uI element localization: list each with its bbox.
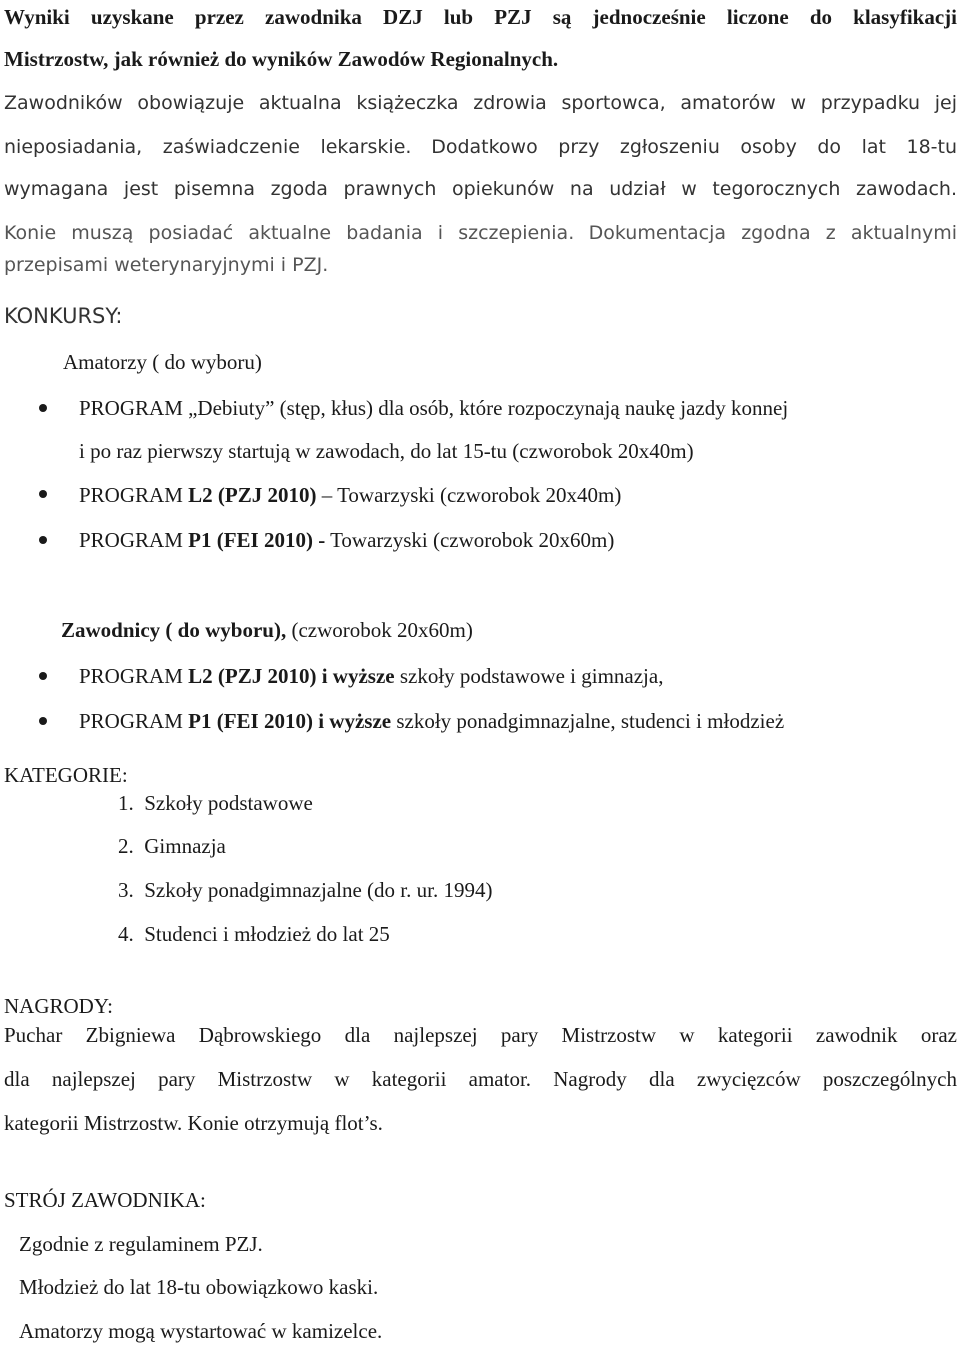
intro-line-7: przepisami weterynaryjnymi i PZJ.: [4, 254, 329, 276]
zawodnicy-item-2: PROGRAM P1 (FEI 2010) i wyższe szkoły ponadgimnazjalne, studenci i młodzież: [79, 709, 785, 733]
bullet-icon: [39, 717, 47, 725]
nagrody-line-3: kategorii Mistrzostw. Konie otrzymują flot’s.: [4, 1111, 383, 1135]
intro-line-3: Zawodników obowiązuje aktualna książeczka zdrowia sportowca, amatorów w przypadku jej: [4, 92, 957, 114]
kategorie-item-4: 4. Studenci i młodzież do lat 25: [118, 922, 390, 946]
intro-line-6: Konie muszą posiadać aktualne badania i szczepienia. Dokumentacja zgodna z aktualnymi: [4, 222, 958, 244]
bullet-icon: [39, 672, 47, 680]
amatorzy-item-3: PROGRAM P1 (FEI 2010) - Towarzyski (czworobok 20x60m): [79, 528, 615, 552]
kategorie-item-1: 1. Szkoły podstawowe: [118, 791, 313, 815]
nagrody-line-2: dla najlepszej pary Mistrzostw w kategorii amator. Nagrody dla zwycięzców poszczególnych: [4, 1067, 957, 1091]
amatorzy-item-1-line-1: PROGRAM „Debiuty” (stęp, kłus) dla osób, które rozpoczynają naukę jazdy konnej: [79, 396, 789, 420]
nagrody-heading: NAGRODY:: [4, 994, 113, 1018]
intro-line-4: nieposiadania, zaświadczenie lekarskie. Dodatkowo przy zgłoszeniu osoby do lat 18-tu: [4, 136, 958, 158]
zawodnicy-heading: Zawodnicy ( do wyboru), (czworobok 20x60m): [61, 618, 473, 642]
stroj-heading: STRÓJ ZAWODNIKA:: [4, 1188, 206, 1212]
zawodnicy-item-1: PROGRAM L2 (PZJ 2010) i wyższe szkoły podstawowe i gimnazja,: [79, 664, 664, 688]
amatorzy-heading: Amatorzy ( do wyboru): [63, 350, 262, 374]
intro-line-5: wymagana jest pisemna zgoda prawnych opiekunów na udział w tegorocznych zawodach.: [4, 178, 957, 200]
intro-line-1: Wyniki uzyskane przez zawodnika DZJ lub PZJ są jednocześnie liczone do klasyfikacji: [4, 5, 957, 29]
bullet-icon: [39, 490, 47, 498]
kategorie-heading: KATEGORIE:: [4, 763, 128, 787]
intro-line-2: Mistrzostw, jak również do wyników Zawodów Regionalnych.: [4, 47, 559, 71]
konkursy-heading: KONKURSY:: [4, 304, 123, 328]
stroj-line-3: Amatorzy mogą wystartować w kamizelce.: [19, 1319, 383, 1343]
stroj-line-2: Młodzież do lat 18-tu obowiązkowo kaski.: [19, 1275, 379, 1299]
stroj-line-1: Zgodnie z regulaminem PZJ.: [19, 1232, 263, 1256]
amatorzy-item-1-line-2: i po raz pierwszy startują w zawodach, do lat 15-tu (czworobok 20x40m): [79, 439, 694, 463]
nagrody-line-1: Puchar Zbigniewa Dąbrowskiego dla najlepszej pary Mistrzostw w kategorii zawodnik oraz: [4, 1023, 957, 1047]
kategorie-item-2: 2. Gimnazja: [118, 834, 226, 858]
kategorie-item-3: 3. Szkoły ponadgimnazjalne (do r. ur. 1994): [118, 878, 493, 902]
bullet-icon: [39, 536, 47, 544]
bullet-icon: [39, 404, 47, 412]
amatorzy-item-2: PROGRAM L2 (PZJ 2010) – Towarzyski (czworobok 20x40m): [79, 483, 622, 507]
